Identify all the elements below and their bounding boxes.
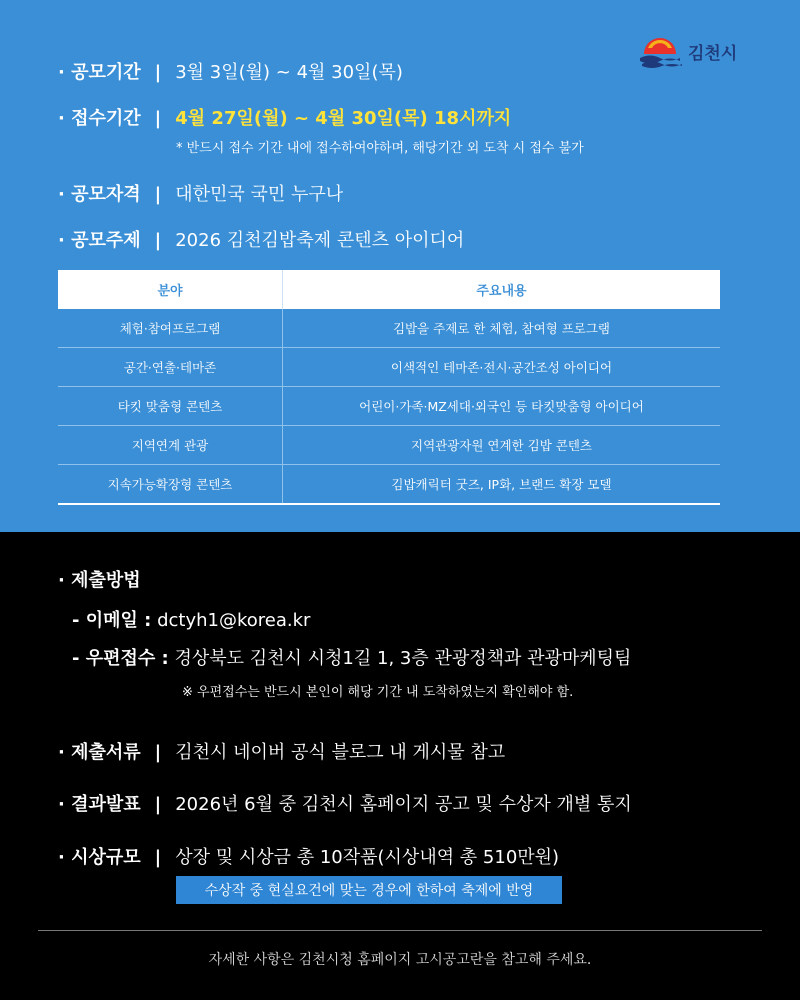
theme-label: · 공모주제	[58, 230, 141, 251]
theme-value: 2026 김천김밥축제 콘텐츠 아이디어	[175, 230, 465, 251]
awards-row	[58, 843, 559, 869]
category-cell: 공간·연출·테마존	[58, 348, 283, 387]
separator: |	[154, 847, 162, 868]
period-value: 3월 3일(월) ~ 4월 30일(목)	[175, 62, 403, 83]
content-cell: 김밥캐릭터 굿즈, IP화, 브랜드 확장 모델	[283, 465, 721, 505]
eligibility-row	[58, 180, 343, 206]
receipt-label: · 접수기간	[58, 108, 141, 129]
result-row	[58, 790, 632, 816]
separator: |	[154, 742, 162, 763]
content-cell: 어린이·가족·MZ세대·외국인 등 타킷맞춤형 아이디어	[283, 387, 721, 426]
awards-highlight-box: 수상작 중 현실요건에 맞는 경우에 한하여 축제에 반영	[176, 876, 562, 904]
gimcheon-logo	[638, 34, 737, 68]
table-row	[58, 465, 720, 505]
receipt-row	[58, 104, 511, 130]
theme-row	[58, 226, 464, 252]
eligibility-label: · 공모자격	[58, 184, 141, 205]
receipt-note: * 반드시 접수 기간 내에 접수하여야하며, 해당기간 외 도착 시 접수 불가	[176, 141, 584, 156]
divider	[38, 930, 762, 931]
category-cell: 지속가능확장형 콘텐츠	[58, 465, 283, 505]
submission-title-row	[58, 566, 141, 592]
separator: |	[154, 108, 162, 129]
receipt-value: 4월 27일(월) ~ 4월 30일(목) 18시까지	[175, 108, 512, 129]
table-row	[58, 426, 720, 465]
post-note: ※ 우편접수는 반드시 본인이 해당 기간 내 도착하였는지 확인해야 함.	[182, 685, 574, 700]
documents-row	[58, 738, 505, 764]
table-row	[58, 387, 720, 426]
footer-text: 자세한 사항은 김천시청 홈페이지 고시공고란을 참고해 주세요.	[208, 952, 592, 968]
table-row	[58, 309, 720, 348]
content-cell: 김밥을 주제로 한 체험, 참여형 프로그램	[283, 309, 721, 348]
result-value: 2026년 6월 중 김천시 홈페이지 공고 및 수상자 개별 통지	[175, 794, 632, 815]
table-header-row	[58, 270, 720, 309]
result-label: · 결과발표	[58, 794, 141, 815]
header-category: 분야	[58, 270, 283, 309]
documents-label: · 제출서류	[58, 742, 141, 763]
eligibility-value: 대한민국 국민 누구나	[175, 184, 344, 205]
awards-label: · 시상규모	[58, 847, 141, 868]
category-cell: 지역연계 관광	[58, 426, 283, 465]
period-row	[58, 58, 403, 84]
post-label: - 우편접수 :	[72, 648, 169, 669]
awards-value: 상장 및 시상금 총 10작품(시상내역 총 510만원)	[175, 847, 560, 868]
email-value: dctyh1@korea.kr	[157, 610, 311, 631]
separator: |	[154, 62, 162, 83]
city-emblem-icon	[638, 34, 682, 68]
category-cell: 체험·참여프로그램	[58, 309, 283, 348]
logo-text: 김천시	[688, 43, 738, 64]
separator: |	[154, 230, 162, 251]
post-row	[72, 644, 631, 670]
content-cell: 지역관광자원 연계한 김밥 콘텐츠	[283, 426, 721, 465]
email-label: - 이메일 :	[72, 610, 152, 631]
table-row	[58, 348, 720, 387]
header-content: 주요내용	[283, 270, 721, 309]
submission-title: · 제출방법	[58, 570, 141, 591]
content-cell: 이색적인 테마존·전시·공간조성 아이디어	[283, 348, 721, 387]
category-table	[58, 270, 720, 505]
documents-value: 김천시 네이버 공식 블로그 내 게시물 참고	[175, 742, 506, 763]
category-cell: 타킷 맞춤형 콘텐츠	[58, 387, 283, 426]
period-label: · 공모기간	[58, 62, 141, 83]
separator: |	[154, 184, 162, 205]
post-value: 경상북도 김천시 시청1길 1, 3층 관광정책과 관광마케팅팀	[174, 648, 632, 669]
separator: |	[154, 794, 162, 815]
email-row	[72, 606, 310, 632]
